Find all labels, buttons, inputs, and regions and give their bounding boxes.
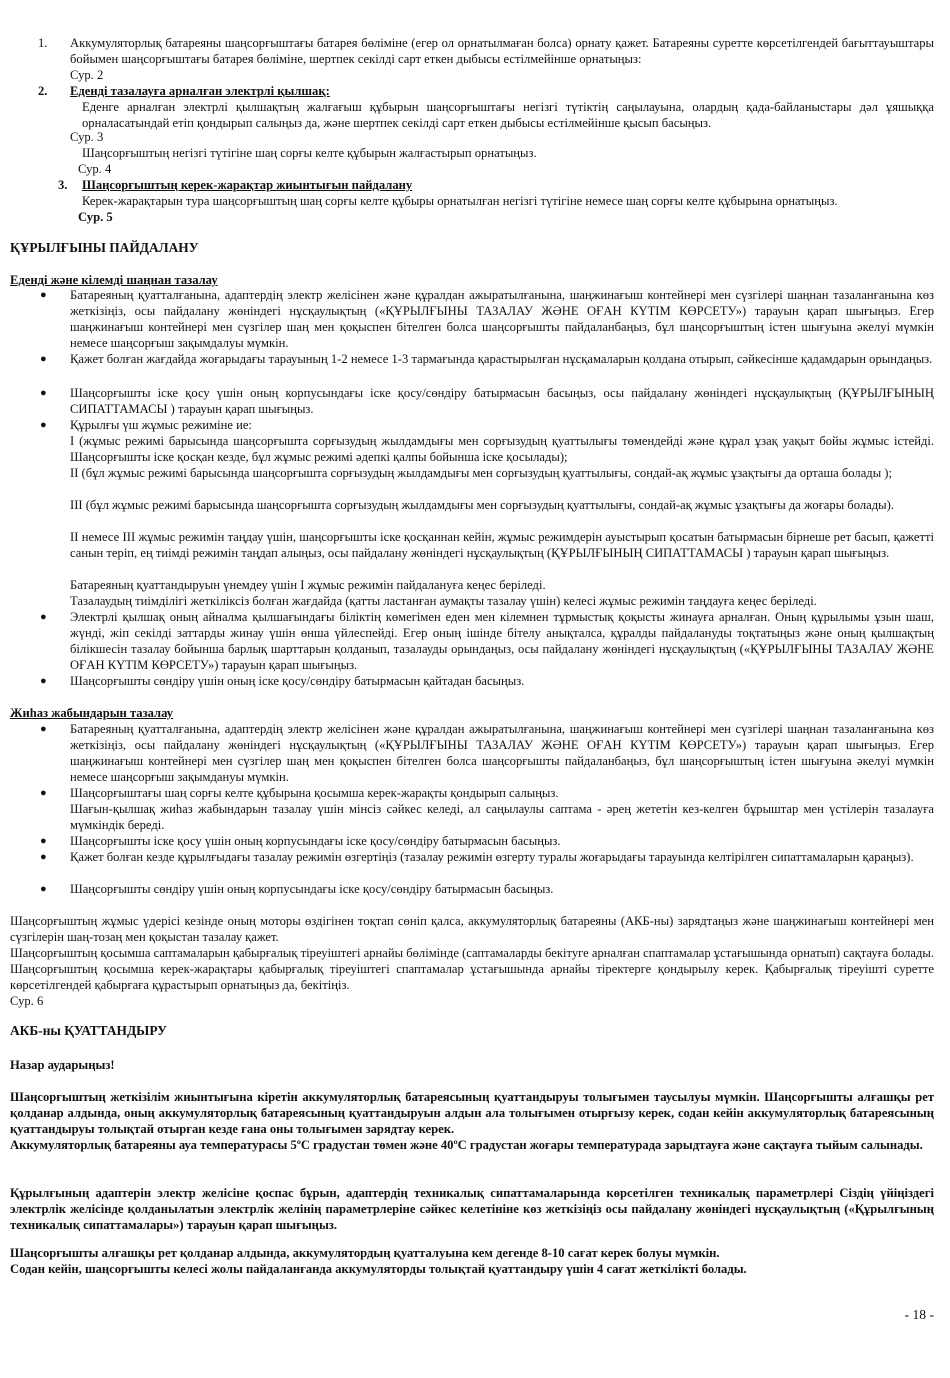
bullet-icon: ● [40,787,47,799]
mode-description: II (бұл жұмыс режимі барысында шаңсорғышта сорғызудың жылдамдығы мен сорғызудың қуаттылығы, сондай-ақ жұмыс ұзақтығы да орташа болады ); [70,466,892,480]
figure-ref: Сур. 4 [78,162,112,176]
list-item-detail: Шағын-қылшақ жиһаз жабындарын тазалау үшін мінсіз сәйкес келеді, ал саңылаулы саптама - әрең жететін кез-келген бұрыштар мен үстілерін тазалауға мүмкіндік береді. [70,802,934,832]
subsection-heading: Жиһаз жабындарын тазалау [10,706,174,720]
figure-ref: Сур. 2 [70,68,104,82]
bullet-icon: ● [40,611,47,623]
list-item: Қажет болған кезде құрылғыдағы тазалау режимін өзгертіңіз (тазалау режимін өзгерту туралы жоғарыдағы тарауында келтірілген сипаттамаларын қараңыз). [70,850,914,864]
list-item: Шаңсорғышты сөндіру үшін оның іске қосу/сөндіру батырмасын қайтадан басыңыз. [70,674,525,688]
paragraph: Шаңсорғыштың қосымша саптамаларын қабырғалық тіреуіштегі арнайы бөлімінде (саптамаларды бекітуге арналған спаптамалар ұстағышында орнатып) сақтауға болады. Шаңсорғыштың қосымша керек-жарақтары қабырғалық тіреуіштегі спаптамалар ұстағышында арнайы тіректерге қондырылу керек. Қабырғалық тіреуішті суретте көрсетілгендей қабырғаға құрастырып орнатыңыз да, бекітіңіз. [10,946,934,992]
step-text: Аккумуляторлық батареяны шаңсорғыштағы батарея бөліміне (егер ол орнатылмаған болса) орнату қажет. Батареяны суретте көрсетілгендей бағыттауыштары бойымен шаңсорғыштағы батарея бөліміне, шертпек секілді сарт еткен дыбысы естілмейінше орнатыңыз: [70,36,934,66]
list-item: Құрылғы үш жұмыс режиміне ие: [70,418,252,432]
page-number: - 18 - [904,1307,934,1322]
mode-selection: II немесе III жұмыс режимін таңдау үшін, шаңсорғышты іске қосқаннан кейін, жұмыс режимдерін ауыстырып қосатын батырмасын бірнеше рет басып, қажетті санын теріп, ең тиімді режимін таңдап алыңыз, осы пайдалану жөніндегі нұсқаулықтың (ҚҰРЫЛҒЫНЫҢ СИПАТТАМАСЫ ) тарауын қарап шығыңыз. [70,530,934,560]
bullet-icon: ● [40,387,47,399]
section-heading: АКБ-ны ҚУАТТАНДЫРУ [10,1023,167,1038]
list-item: Батареяның қуатталғанына, адаптердің электр желісінен және құралдан ажыратылғанына, шаңжинағыш контейнері мен сүзгілері шаңнан тазаланғанына көз жеткізіңіз, осы пайдалану жөніндегі нұсқаулықтың («ҚҰРЫЛҒЫНЫ ТАЗАЛАУ ЖӘНЕ ОҒАН КҮТІМ КӨРСЕТУ») тарауын қарап шығыңыз. Егер шаңжинағыш контейнері мен сүзгілер шаң мен қоқыспен бітелген болса шаңсорғышты пайдаланбаңыз, бұл шаңсорғыштың істен шығуына әкелуі мүмкін немесе шаңсорғыш зақымдалуы мүмкін. [70,288,934,350]
list-item: Қажет болған жағдайда жоғарыдағы тарауының 1-2 немесе 1-3 тармағында қарастырылған нұсқамаларын қолдана отырып, сәйкесінше қадамдарын орындаңыз. [70,352,933,366]
warning-text: Аккумуляторлық батареяны ауа температурасы 5ºC градустан төмен және 40ºC градустан жоғары температурада зарыдтауға және сақтауға тыйым салынады. [10,1138,923,1152]
step-number: 1. [38,36,48,50]
step-text: Еденге арналған электрлі қылшақтың жалғағыш құбырын шаңсорғыштағы негізгі түтіктің саңылауына, олардың қада-байланыстары дәл ұяшыққа орналасатындай етіп қондырып салыңыз да, және шертпек секілді сарт еткен дыбысы естілмейінше қысып басыңыз. [82,100,934,130]
step-number: 2. [38,84,48,98]
subsection-heading: Еденді және кілемді шаңнан тазалау [10,273,218,287]
step-title: Еденді тазалауға арналған электрлі қылшақ: [70,84,330,98]
section-heading: ҚҰРЫЛҒЫНЫ ПАЙДАЛАНУ [10,240,199,255]
attention-heading: Назар аударыңыз! [10,1058,115,1072]
list-item: Шаңсорғышты сөндіру үшін оның корпусындағы іске қосу/сөндіру батырмасын басыңыз. [70,882,554,896]
warning-text: Шаңсорғыштың жеткізілім жиынтығына кіретін аккумуляторлық батареясының қуаттандыруы толығымен таусылуы мүмкін. Шаңсорғышты алғашқы рет қолданар алдында, оның аккумуляторлық батареясының қуаттандыруын алдын ала толығымен отырғызу керек, содан кейін аккумуляторлық батареясының қуаттандыруы толықтай отырған кезде ғана оны толығымен зарядтау керек. [10,1090,934,1136]
step-text: Керек-жарақтарын тура шаңсорғыштың шаң сорғы келте құбыры орнатылған негізгі түтігіне немесе шаң сорғы келте құбырына орнатыңыз. [82,194,838,208]
bullet-icon: ● [40,883,47,895]
figure-ref: Сур. 3 [70,130,104,144]
tip-text: Батареяның қуаттандыруын үнемдеу үшін I жұмыс режимін пайдалануға кеңес беріледі. [70,578,546,592]
mode-description: III (бұл жұмыс режимі барысында шаңсорғышта сорғызудың жылдамдығы мен сорғызудың қуаттылығы, сондай-ақ жұмыс ұзақтығы да жоғары болады). [70,498,894,512]
step-number: 3. [58,178,68,192]
bullet-icon: ● [40,353,47,365]
list-item: Шаңсорғышты іске қосу үшін оның корпусындағы іске қосу/сөндіру батырмасын басыңыз, осы пайдалану жөніндегі нұсқаулықтың (ҚҰРЫЛҒЫНЫҢ СИПАТТАМАСЫ ) тарауын қарап шығыңыз. [70,386,934,416]
bullet-icon: ● [40,723,47,735]
list-item: Шаңсорғыштағы шаң сорғы келте құбырына қосымша керек-жарақты қондырып салыңыз. [70,786,559,800]
paragraph: Шаңсорғыштың жұмыс үдерісі кезінде оның моторы өздігінен тоқтап сөніп қалса, аккумуляторлық батареяны (АКБ-ны) зарядтаңыз және шаңжинағыш контейнері мен сүзгілерін шаң-тозаң мен қоқыстан тазалау қажет. [10,914,934,944]
list-item: Батареяның қуатталғанына, адаптердің электр желісінен және құралдан ажыратылғанына, шаңжинағыш контейнері мен сүзгілері шаңнан тазаланғанына көз жеткізіңіз, осы пайдалану жөніндегі нұсқаулықтың («ҚҰРЫЛҒЫНЫ ТАЗАЛАУ ЖӘНЕ ОҒАН КҮТІМ КӨРСЕТУ») тарауын қарап шығыңыз. Егер шаңжинағыш контейнері мен сүзгілер шаң мен қоқыспен бітелген болса шаңсорғышты пайдаланбаңыз, бұл шаңсорғыштың істен шығуына әкелуі мүмкін немесе шаңсорғыш зақымдануы мүмкін. [70,722,934,784]
tip-text: Тазалаудың тиімділігі жеткіліксіз болған жағдайда (қатты ластанған аумақты тазалау үшін) келесі жұмыс режимін таңдауға кеңес беріледі. [70,594,817,608]
warning-text: Содан кейін, шаңсорғышты келесі жолы пайдаланғанда аккумуляторды толықтай қуаттандыру үшін 4 сағат жеткілікті болады. [10,1262,747,1276]
mode-description: I (жұмыс режимі барысында шаңсорғышта сорғызудың жылдамдығы мен сорғызудың қуаттылығы төмендейді және құрал ұзақ уақыт бойы жұмыс істейді. Шаңсорғышты іске қосқан кезде, бұл жұмыс режимі әдепкі қалпы бойынша іске қосылады); [70,434,934,464]
step-text: Шаңсорғыштың негізгі түтігіне шаң сорғы келте құбырын жалғастырып орнатыңыз. [82,146,537,160]
bullet-icon: ● [40,835,47,847]
warning-text: Шаңсорғышты алғашқы рет қолданар алдында, аккумулятордың қуатталуына кем дегенде 8-10 сағат керек болуы мүмкін. [10,1246,720,1260]
bullet-icon: ● [40,675,47,687]
list-item: Шаңсорғышты іске қосу үшін оның корпусындағы іске қосу/сөндіру батырмасын басыңыз. [70,834,561,848]
bullet-icon: ● [40,419,47,431]
step-title: Шаңсорғыштың керек-жарақтар жиынтығын пайдалану [82,178,413,192]
list-item: Электрлі қылшақ оның айналма қылшағындағы біліктің көмегімен еден мен кілемнен тұрмыстық қоқысты жинауға арналған. Оның құрылымы ұзын шаш, жүнді, жіп секілді заттарды жинау үшін өнша үйлеспейді. Егер оның ішінде бітелу анықталса, құралды пайдалануды тоқтатыңыз және оның қылшақтың білікшесін тазалау бойынша барлық шарттарын қолданып, тазалауды орындаңыз, осы пайдалану жөніндегі нұсқаулықтың («ҚҰРЫЛҒЫНЫ ТАЗАЛАУ ЖӘНЕ ОҒАН КҮТІМ КӨРСЕТУ») тарауын қарап шығыңыз. [70,610,934,672]
bullet-icon: ● [40,851,47,863]
bullet-icon: ● [40,289,47,301]
warning-text: Құрылғының адаптерін электр желісіне қоспас бұрын, адаптердің техникалық сипаттамаларында көрсетілген техникалық параметрлері Сіздің үйіңіздегі электрлік желісінде қолданылатын электрлік желінің параметрлеріне сәйкес келетініне көз жеткізіңіз осы пайдалану жөніндегі нұсқаулықтың («Құрылғының техникалық сипаттамалары») тарауын қарап шығыңыз. [10,1186,934,1232]
figure-ref: Сур. 6 [10,994,44,1008]
figure-ref: Сур. 5 [78,210,113,224]
